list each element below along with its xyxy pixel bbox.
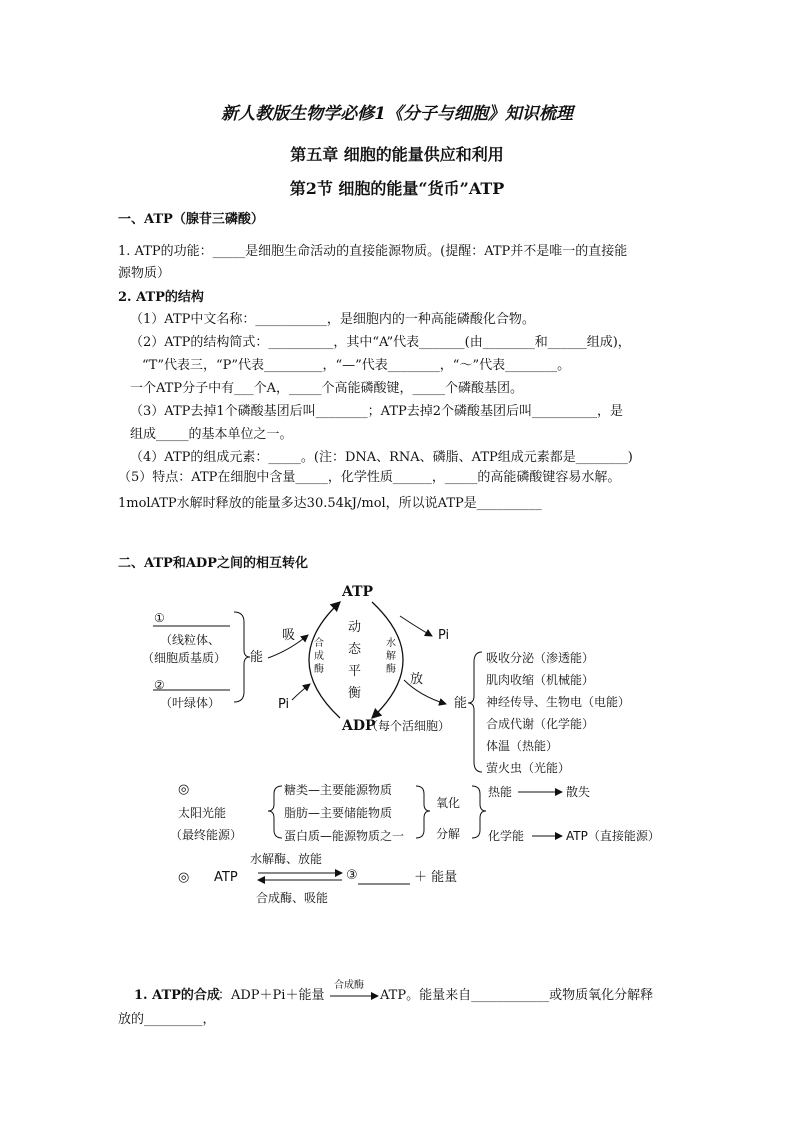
synthase-char-3: 酶 xyxy=(314,664,324,675)
energy-out-label: 能 xyxy=(454,696,468,711)
main-title: 新人教版生物学必修1《分子与细胞》知识梳理 xyxy=(221,104,573,124)
every-living-cell-label: （每个活细胞） xyxy=(366,719,451,733)
structure-line-5: （3）ATP去掉1个磷酸基团后叫________；ATP去掉2个磷酸基团后叫__________，是 xyxy=(130,404,624,419)
structure-line-3: “T”代表三，“P”代表_________，“—”代表________，“～”代表________。 xyxy=(142,358,571,373)
atp-synthesis-heading: 1. ATP的合成 xyxy=(134,988,220,1003)
hydrolase-char-2: 解 xyxy=(386,651,396,662)
mitochondria-label: （线粒体、 xyxy=(160,633,221,647)
heat-energy-label: 热能 xyxy=(488,785,513,799)
atp-structure-heading: 2. ATP的结构 xyxy=(118,290,204,305)
structure-line-9: 1molATP水解时释放的能量多达30.54kJ/mol，所以说ATP是__________ xyxy=(118,496,542,511)
chapter-title: 第五章 细胞的能量供应和利用 xyxy=(290,145,504,164)
hydrolase-release-label: 水解酶、放能 xyxy=(250,852,323,866)
plus-energy-label: ＋ 能量 xyxy=(414,870,458,885)
solar-energy-label: 太阳光能 xyxy=(178,806,227,820)
energy-use-3: 神经传导、生物电（电能） xyxy=(486,695,631,709)
atp-function-line2: 源物质） xyxy=(118,266,171,281)
structure-line-1: （1）ATP中文名称：___________，是细胞内的一种高能磷酸化合物。 xyxy=(130,312,535,327)
structure-line-7: （4）ATP的组成元素：_____。(注：DNA、RNA、磷脂、ATP组成元素都是________) xyxy=(130,450,633,465)
blank-1-marker: ① xyxy=(154,611,165,625)
energy-in-label: 能 xyxy=(250,650,264,665)
cytoplasm-label: （细胞质基质） xyxy=(142,651,227,665)
energy-use-5: 体温（热能） xyxy=(486,739,559,753)
energy-material-3: 蛋白质—能源物质之一 xyxy=(284,829,405,843)
part1-heading: 一、ATP（腺苷三磷酸） xyxy=(118,212,264,227)
hydrolase-char-1: 水 xyxy=(386,638,396,649)
conversion-marker: ◎ xyxy=(178,870,190,885)
chloroplast-label: （叶绿体） xyxy=(160,696,221,710)
equilibrium-char-4: 衡 xyxy=(348,686,362,701)
structure-line-8: （5）特点：ATP在细胞中含量_____，化学性质______，_____的高能磷酸键容易水解。 xyxy=(118,470,621,485)
atp-function-line1: 1. ATP的功能：_____是细胞生命活动的直接能源物质。(提醒：ATP并不是唯一的直接能 xyxy=(118,244,628,259)
structure-line-6: 组成_____的基本单位之一。 xyxy=(130,427,293,442)
ultimate-source-label: （最终能源） xyxy=(170,828,243,842)
equilibrium-char-2: 态 xyxy=(348,642,362,657)
section-title: 第2节 细胞的能量“货币”ATP xyxy=(289,179,505,198)
atp-label: ATP xyxy=(342,584,374,600)
atp-synthesis-source: ATP。能量来自____________或物质氧化分解释 xyxy=(380,988,654,1003)
pi-in-label: Pi xyxy=(278,697,290,712)
blank-2-marker: ② xyxy=(154,678,165,692)
synthase-char-1: 合 xyxy=(314,638,324,649)
structure-line-4: 一个ATP分子中有___个A，_____个高能磷酸键，_____个磷酸基团。 xyxy=(130,381,523,396)
dissipation-label: 散失 xyxy=(566,785,591,799)
equilibrium-char-1: 动 xyxy=(348,620,362,635)
blank-3-marker: ③ xyxy=(346,868,358,883)
adp-label: ADP xyxy=(342,718,376,734)
energy-use-4: 合成代谢（化学能） xyxy=(486,717,595,731)
structure-line-2: （2）ATP的结构简式：__________，其中“A”代表_______(由________和______组成)， xyxy=(130,335,631,350)
release-label: 放 xyxy=(410,672,424,687)
synthase-arrow-label: 合成酶 xyxy=(334,980,364,991)
atp-synthesis-formula: ：ADP＋Pi＋能量 xyxy=(218,988,325,1003)
atp-synthesis-line2: 放的_________， xyxy=(118,1012,216,1027)
energy-material-1: 糖类—主要能源物质 xyxy=(284,783,393,797)
equilibrium-char-3: 平 xyxy=(348,664,362,679)
oxidation-label: 氧化 xyxy=(436,796,461,810)
pi-out-label: Pi xyxy=(438,628,450,643)
synthase-absorb-label: 合成酶、吸能 xyxy=(256,891,329,905)
energy-source-marker: ◎ xyxy=(178,782,190,797)
chemical-energy-label: 化学能 xyxy=(488,829,525,843)
absorb-label: 吸 xyxy=(282,628,296,643)
decomposition-label: 分解 xyxy=(436,827,461,841)
energy-material-2: 脂肪—主要储能物质 xyxy=(284,806,393,820)
energy-use-1: 吸收分泌（渗透能） xyxy=(486,651,595,665)
energy-use-2: 肌肉收缩（机械能） xyxy=(486,673,595,687)
part2-heading: 二、ATP和ADP之间的相互转化 xyxy=(118,556,308,571)
atp-direct-source-label: ATP（直接能源） xyxy=(566,829,660,843)
atp-conversion-label: ATP xyxy=(214,870,238,885)
synthase-char-2: 成 xyxy=(314,651,324,662)
hydrolase-char-3: 酶 xyxy=(386,664,396,675)
energy-use-6: 萤火虫（光能） xyxy=(486,761,571,775)
